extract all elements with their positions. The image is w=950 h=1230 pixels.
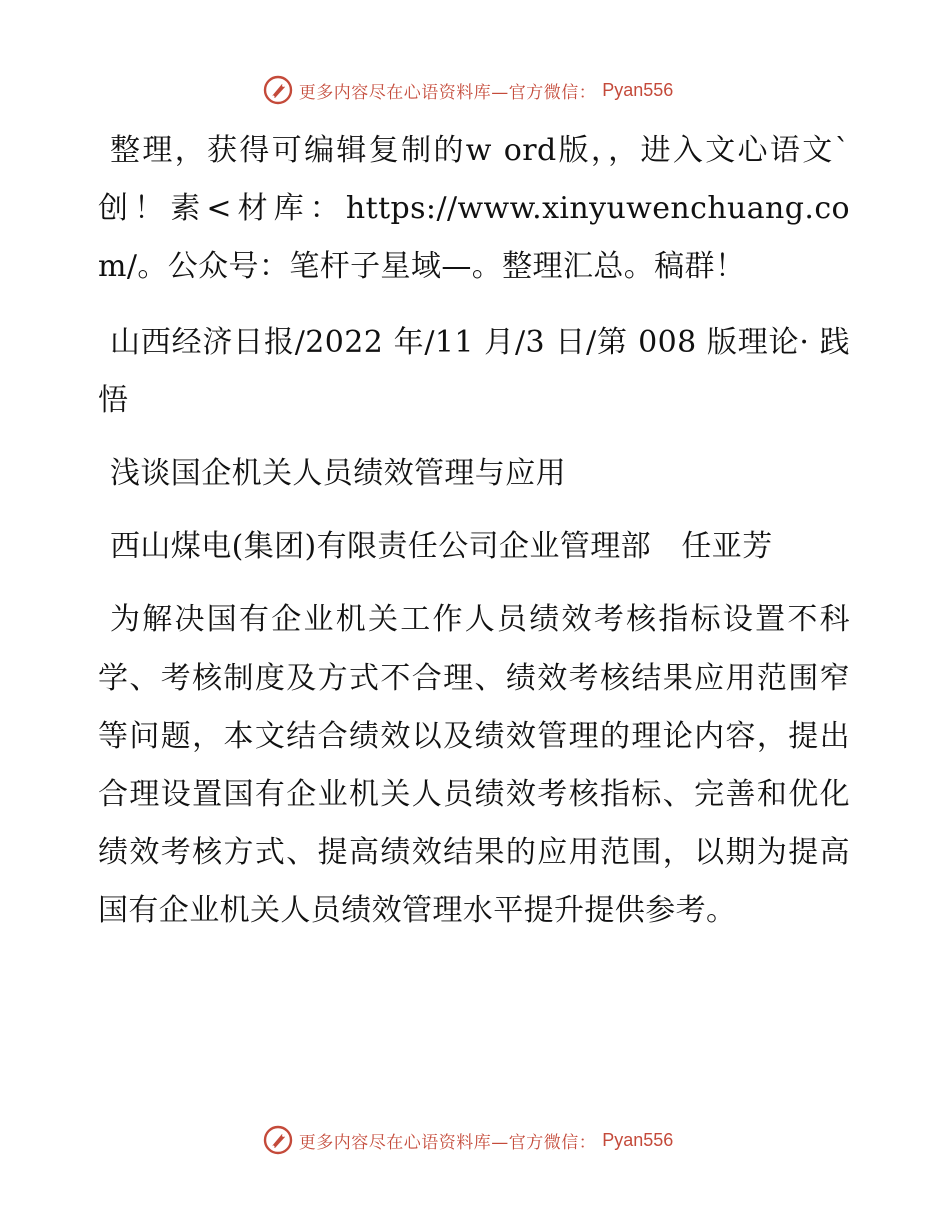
header-banner-text: 更多内容尽在心语资料库—官方微信： (298, 82, 597, 103)
footer-banner-content (263, 1125, 674, 1155)
footer-banner (0, 1120, 950, 1160)
document-body (98, 122, 850, 956)
pen-logo-icon (263, 75, 293, 105)
footer-wechat-id: Pyan556 (602, 1129, 674, 1150)
footer-banner-text: 更多内容尽在心语资料库—官方微信： (298, 1132, 597, 1153)
header-banner (0, 70, 950, 110)
source-line: 山西经济日报/2022 年/11 月/3 日/第 008 版理论· 践悟 (98, 324, 850, 418)
author-line: 西山煤电(集团)有限责任公司企业管理部 任亚芳 (110, 529, 773, 565)
header-banner-content (263, 75, 674, 105)
pen-logo-icon (263, 1125, 293, 1155)
intro-paragraph: 整理，获得可编辑复制的w ord版，，进入文心语文`创！素<材库：https://www.xinyuwenchuang.com/。公众号：笔杆子星域—。整理汇总。稿群！ (98, 133, 850, 285)
article-title: 浅谈国企机关人员绩效管理与应用 (110, 456, 566, 492)
header-wechat-id: Pyan556 (602, 79, 674, 100)
abstract-paragraph: 为解决国有企业机关工作人员绩效考核指标设置不科学、考核制度及方式不合理、绩效考核结果应用范围窄等问题，本文结合绩效以及绩效管理的理论内容，提出合理设置国有企业机关人员绩效考核指标、完善和优化绩效考核方式、提高绩效结果的应用范围，以期为提高国有企业机关人员绩效管理水平提升提供参考。 (98, 602, 850, 929)
